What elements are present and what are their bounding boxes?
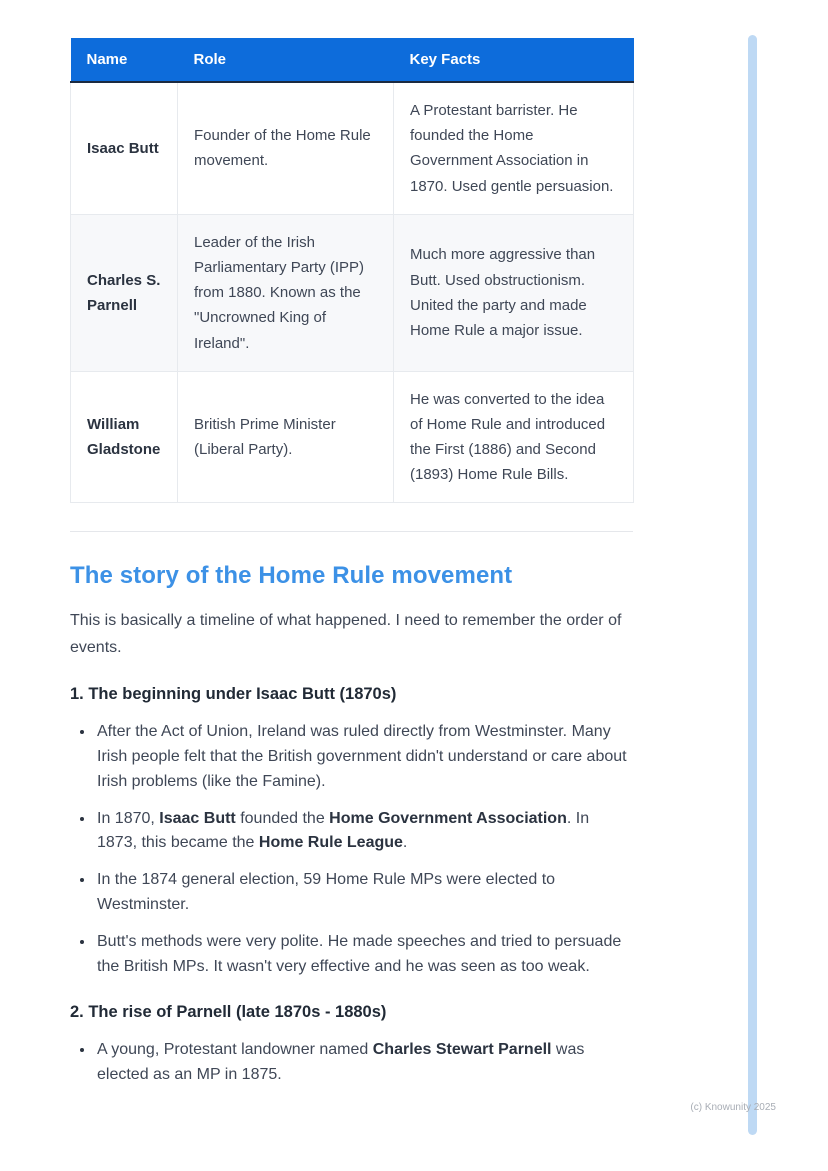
cell-name: William Gladstone — [71, 371, 178, 503]
bullet-item — [95, 1038, 633, 1088]
column-header: Name — [71, 38, 178, 82]
cell-facts: A Protestant barrister. He founded the Home Government Association in 1870. Used gentle persuasion. — [394, 82, 634, 214]
subsection-heading: 1. The beginning under Isaac Butt (1870s) — [70, 685, 397, 704]
cell-role: Leader of the Irish Parliamentary Party (IPP) from 1880. Known as the "Uncrowned King of Ireland". — [178, 214, 394, 371]
cell-name: Isaac Butt — [71, 82, 178, 214]
bullet-text-bold: Home Government Association — [329, 809, 567, 827]
bullet-item — [95, 868, 633, 918]
table-body — [71, 82, 634, 503]
bullet-item — [95, 807, 633, 857]
bullet-text: . In 1873, this became the — [97, 809, 590, 852]
table-row — [71, 214, 634, 371]
table-row — [71, 371, 634, 503]
content-column — [70, 38, 633, 1100]
cell-name: Charles S. Parnell — [71, 214, 178, 371]
bullet-item — [95, 720, 633, 794]
bullet-text: was elected as an MP in 1875. — [97, 1041, 585, 1084]
intro-paragraph: This is basically a timeline of what happened. I need to remember the order of events. — [70, 612, 622, 656]
bullet-text: A young, Protestant landowner named — [97, 1041, 373, 1059]
section-divider — [70, 531, 633, 532]
scrollbar-thumb[interactable] — [748, 35, 757, 1135]
bullet-text: . — [402, 834, 408, 852]
bullet-text-bold: Charles Stewart Parnell — [372, 1041, 552, 1059]
cell-role: British Prime Minister (Liberal Party). — [178, 371, 394, 503]
column-header: Role — [178, 38, 394, 82]
bullet-list — [70, 1038, 633, 1088]
section-title: The story of the Home Rule movement — [70, 562, 513, 590]
cell-facts: He was converted to the idea of Home Rule and introduced the First (1886) and Second (1893) Home Rule Bills. — [394, 371, 634, 503]
watermark: (c) Knowunity 2025 — [690, 1102, 776, 1113]
bullet-text-bold: Home Rule League — [258, 834, 403, 852]
subsection-heading: 2. The rise of Parnell (late 1870s - 1880s) — [70, 1003, 387, 1022]
column-header: Key Facts — [394, 38, 634, 82]
bullet-item — [95, 930, 633, 980]
subsections-container — [70, 685, 633, 1088]
bullet-text-bold: Isaac Butt — [159, 809, 236, 827]
table-header-row — [71, 38, 634, 82]
bullet-text: Butt's methods were very polite. He made speeches and tried to persuade the British MPs. It wasn't very effective and he was seen as too weak. — [97, 932, 622, 975]
bullet-text: In 1870, — [97, 809, 160, 827]
bullet-text: founded the — [235, 809, 330, 827]
bullet-text: In the 1874 general election, 59 Home Rule MPs were elected to Westminster. — [97, 871, 556, 913]
table-header — [71, 38, 634, 82]
bullet-text: After the Act of Union, Ireland was ruled directly from Westminster. Many Irish people felt that the British government didn't understand or care about Irish problems (like the Famine). — [97, 723, 627, 790]
table-row — [71, 82, 634, 214]
key-people-table — [70, 38, 634, 503]
cell-role: Founder of the Home Rule movement. — [178, 82, 394, 214]
cell-facts: Much more aggressive than Butt. Used obstructionism. United the party and made Home Rule a major issue. — [394, 214, 634, 371]
bullet-list — [70, 720, 633, 979]
